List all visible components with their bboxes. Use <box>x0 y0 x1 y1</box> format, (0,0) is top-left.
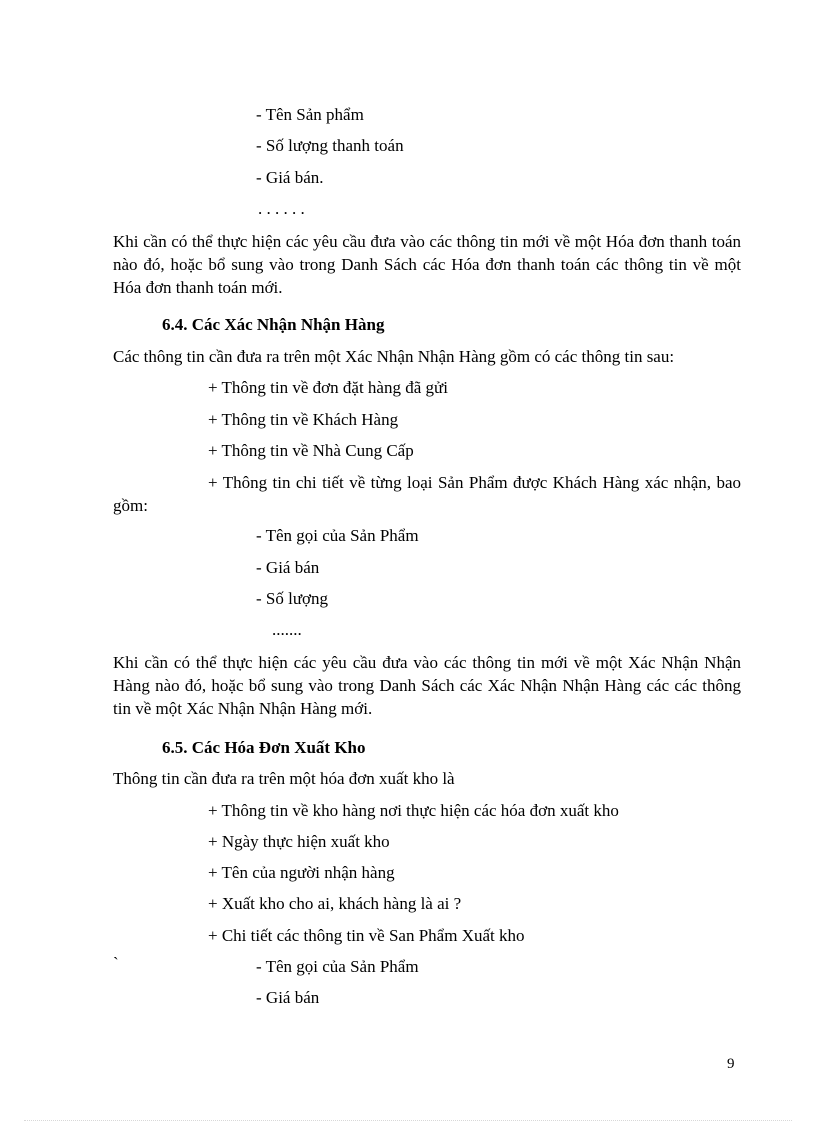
section-heading: 6.4. Các Xác Nhận Nhận Hàng <box>162 315 385 334</box>
list-item: + Thông tin về kho hàng nơi thực hiện các hóa đơn xuất kho <box>208 801 619 820</box>
bullet-item: - Số lượng thanh toán <box>256 136 404 155</box>
bullet-item: - Giá bán <box>256 988 320 1007</box>
list-item: + Xuất kho cho ai, khách hàng là ai ? <box>208 894 462 913</box>
stray-mark: ` <box>113 954 119 973</box>
list-item: + Tên của người nhận hàng <box>208 863 395 882</box>
section-heading: 6.5. Các Hóa Đơn Xuất Kho <box>162 738 366 757</box>
list-item: + Thông tin về đơn đặt hàng đã gửi <box>208 378 448 397</box>
list-item: + Thông tin về Nhà Cung Cấp <box>208 441 414 460</box>
section-intro: Các thông tin cần đưa ra trên một Xác Nhận Nhận Hàng gồm có các thông tin sau: <box>113 347 675 366</box>
bullet-item: - Tên gọi của Sản Phẩm <box>256 526 419 545</box>
bullet-item: - Giá bán. <box>256 168 324 187</box>
bullet-item: - Tên Sản phẩm <box>256 105 364 124</box>
bullet-item: - Giá bán <box>256 558 320 577</box>
paragraph: Khi cần có thể thực hiện các yêu cầu đưa vào các thông tin mới về một Xác Nhận Nhận Hàng nào đó, hoặc bổ sung vào trong Danh Sách các Xác Nhận Nhận Hàng các các thông tin về một Xác Nhận Nhận Hàng mới. <box>113 653 741 718</box>
ellipsis: ....... <box>272 620 302 639</box>
list-item: + Thông tin về Khách Hàng <box>208 410 399 429</box>
page-bottom-divider <box>24 1120 792 1121</box>
bullet-item: - Tên gọi của Sản Phẩm <box>256 957 419 976</box>
list-item: + Ngày thực hiện xuất kho <box>208 832 390 851</box>
ellipsis: . . . . . . <box>258 199 305 218</box>
list-item: + Chi tiết các thông tin về San Phẩm Xuất kho <box>208 926 525 945</box>
bullet-item: - Số lượng <box>256 589 329 608</box>
page-number: 9 <box>727 1056 735 1072</box>
paragraph: Khi cần có thể thực hiện các yêu cầu đưa vào các thông tin mới về một Hóa đơn thanh toán nào đó, hoặc bổ sung vào trong Danh Sách các Hóa đơn thanh toán các thông tin về một Hóa đơn thanh toán mới. <box>113 232 741 297</box>
section-intro: Thông tin cần đưa ra trên một hóa đơn xuất kho là <box>113 769 455 788</box>
list-item-detail: + Thông tin chi tiết về từng loại Sản Phẩm được Khách Hàng xác nhận, bao gồm: <box>113 473 741 515</box>
